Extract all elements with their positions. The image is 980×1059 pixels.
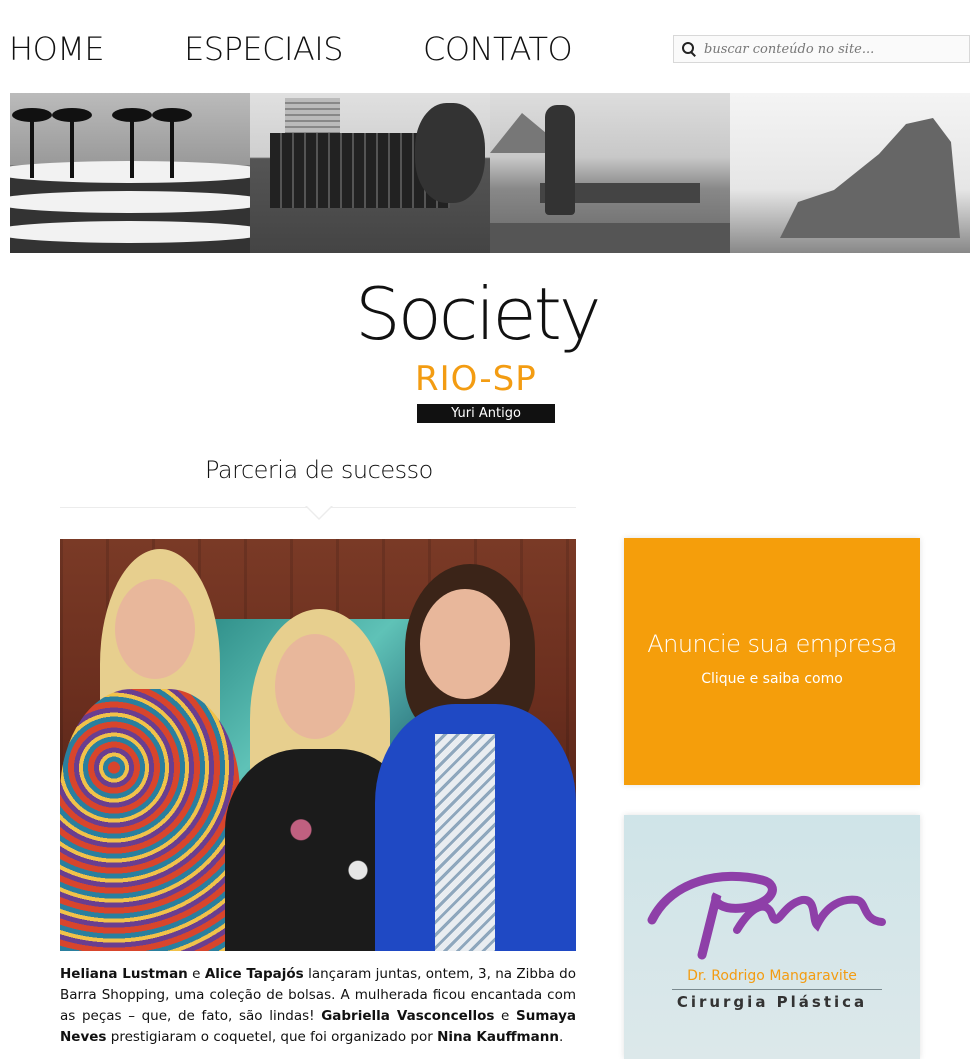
post-photo: [60, 539, 576, 951]
advertise-subline: Clique e saiba como: [701, 671, 843, 687]
caption-text: e: [187, 966, 205, 982]
photo-person-right: [375, 564, 576, 951]
banner-drummond-statue-image: [490, 93, 730, 253]
nav-especiais[interactable]: ESPECIAIS: [184, 30, 344, 68]
banner-bandeiras-monument-image: [730, 93, 970, 253]
logo-subtitle: RIO-SP: [415, 359, 537, 399]
title-divider-arrow: [305, 506, 333, 520]
caption-text: lançaram juntas, ontem, 3, na Zibba do Barra Shopping, uma coleção de bolsas. A mulherada ficou encantada com as peças – que, de fato, são lindas!: [60, 966, 576, 1024]
advertise-banner[interactable]: [624, 538, 920, 785]
caption-name: Alice Tapajós: [204, 966, 304, 982]
nav-home[interactable]: HOME: [9, 30, 105, 68]
logo-title: Society: [355, 272, 599, 356]
post-title: Parceria de sucesso: [205, 456, 433, 484]
nav-contato[interactable]: CONTATO: [423, 30, 573, 68]
caption-name: Nina Kauffmann: [437, 1029, 559, 1045]
header-banner: [10, 93, 970, 253]
banner-copacabana-image: [10, 93, 250, 253]
sponsor-ad-mangaravite[interactable]: [624, 815, 920, 1059]
post-caption: [60, 964, 576, 1048]
rm-monogram-logo: [642, 860, 902, 960]
caption-text: e: [494, 1008, 516, 1024]
search-icon[interactable]: [682, 42, 696, 56]
search-input[interactable]: [704, 42, 954, 57]
search-box[interactable]: [673, 35, 970, 63]
caption-text: prestigiaram o coquetel, que foi organizado por: [106, 1029, 438, 1045]
caption-name: Heliana Lustman: [60, 966, 188, 982]
caption-text: .: [558, 1029, 564, 1045]
sponsor-divider: [672, 989, 882, 990]
main-nav: [9, 30, 572, 68]
site-logo[interactable]: [355, 272, 625, 428]
sponsor-specialty: Cirurgia Plástica: [676, 993, 868, 1011]
advertise-headline: Anuncie sua empresa: [647, 630, 897, 658]
caption-name: Gabriella Vasconcellos: [321, 1008, 495, 1024]
caption-name: Sumaya Neves: [60, 1008, 577, 1045]
banner-masp-image: [250, 93, 490, 253]
logo-author: Yuri Antigo: [417, 404, 555, 423]
sponsor-name: Dr. Rodrigo Mangaravite: [687, 968, 857, 984]
